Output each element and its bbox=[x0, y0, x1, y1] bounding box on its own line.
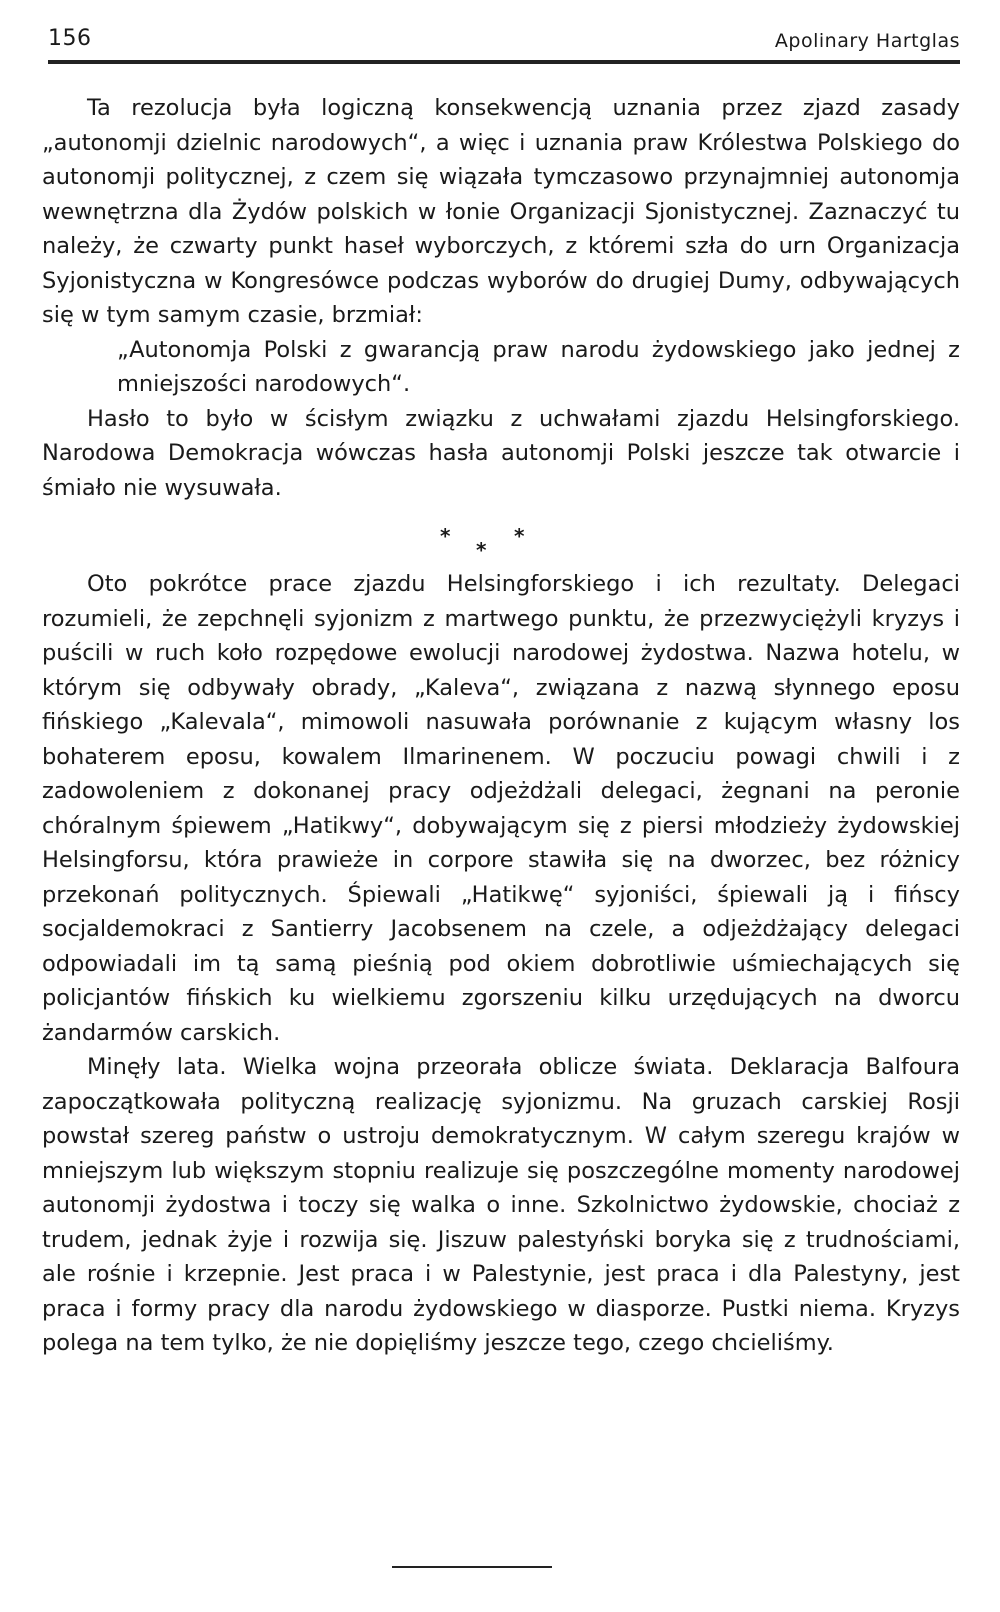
paragraph-helsingfors: Oto pokrótce prace zjazdu Helsingforskiego i ich rezultaty. Delegaci rozumieli, że zepchnęli syjonizm z martwego punktu, że przezwyciężyli kryzys i puścili w ruch koło rozpędowe ewolucji narodowej żydostwa. Nazwa hotelu, w którym się odbywały obrady, „Kaleva“, związana z nazwą słynnego eposu fińskiego „Kalevala“, mimowoli nasuwała porównanie z kującym własny los bohaterem eposu, kowalem Ilmarinenem. W poczuciu powagi chwili i z zadowoleniem z dokonanej pracy odjeżdżali delegaci, żegnani na peronie chóralnym śpiewem „Hatikwy“, dobywającym się z piersi młodzieży żydowskiej Helsingforsu, która prawieże in corpore stawiła się na dworzec, bez różnicy przekonań politycznych. Śpiewali „Hatikwę“ syjoniści, śpiewali ją i fińscy socjaldemokraci z Santierry Jacobsenem na czele, a odjeżdżający delegaci odpowiadali im tą samą pieśnią pod okiem dobrotliwie uśmiechających się policjantów fińskich ku wielkiemu zgorszeniu kilku urzędujących na dworcu żandarmów carskich. bbox=[42, 571, 960, 1046]
paragraph-rezolucja: Ta rezolucja była logiczną konsekwencją uznania przez zjazd zasady „autonomji dzielnic narodowych“, a więc i uznania praw Królestwa Polskiego do autonomji politycznej, z czem się wiązała tymczasowo przynajmniej autonomja wewnętrzna dla Żydów polskich w łonie Organizacji Sjonistycznej. Zaznaczyć tu należy, że czwarty punkt haseł wyborczych, z któremi szła do urn Organizacja Syjonistyczna w Kongresówce podczas wyborów do drugiej Dumy, odbywających się w tym samym czasie, brzmiał: bbox=[42, 95, 960, 328]
running-head-author: Apolinary Hartglas bbox=[774, 30, 960, 52]
asterisk-middle: * bbox=[476, 538, 487, 562]
asterisk-left: * bbox=[440, 524, 451, 548]
header-rule bbox=[48, 60, 960, 64]
asterisk-right: * bbox=[514, 524, 525, 548]
page-number: 156 bbox=[48, 26, 92, 51]
section-break-asterism bbox=[42, 511, 960, 561]
page-header bbox=[48, 26, 960, 60]
body-text bbox=[42, 91, 960, 1361]
footer-rule bbox=[392, 1566, 552, 1568]
quoted-slogan: „Autonomja Polski z gwarancją praw narodu żydowskiego jako jednej z mniejszości narodowych“. bbox=[117, 336, 960, 397]
paragraph-haslo: Hasło to było w ścisłym związku z uchwałami zjazdu Helsingforskiego. Narodowa Demokracja wówczas hasła autonomji Polski jeszcze tak otwarcie i śmiało nie wysuwała. bbox=[42, 405, 960, 501]
paragraph-minely-lata: Minęły lata. Wielka wojna przeorała oblicze świata. Deklaracja Balfoura zapoczątkowała polityczną realizację syjonizmu. Na gruzach carskiej Rosji powstał szereg państw o ustroju demokratycznym. W całym szeregu krajów w mniejszym lub większym stopniu realizuje się poszczególne momenty narodowej autonomji żydostwa i toczy się walka o inne. Szkolnictwo żydowskie, chociaż z trudem, jednak żyje i rozwija się. Jiszuw palestyński boryka się z trudnościami, ale rośnie i krzepnie. Jest praca i w Palestynie, jest praca i dla Palestyny, jest praca i formy pracy dla narodu żydowskiego w diasporze. Pustki niema. Kryzys polega na tem tylko, że nie dopięliśmy jeszcze tego, czego chcieliśmy. bbox=[42, 1054, 960, 1356]
